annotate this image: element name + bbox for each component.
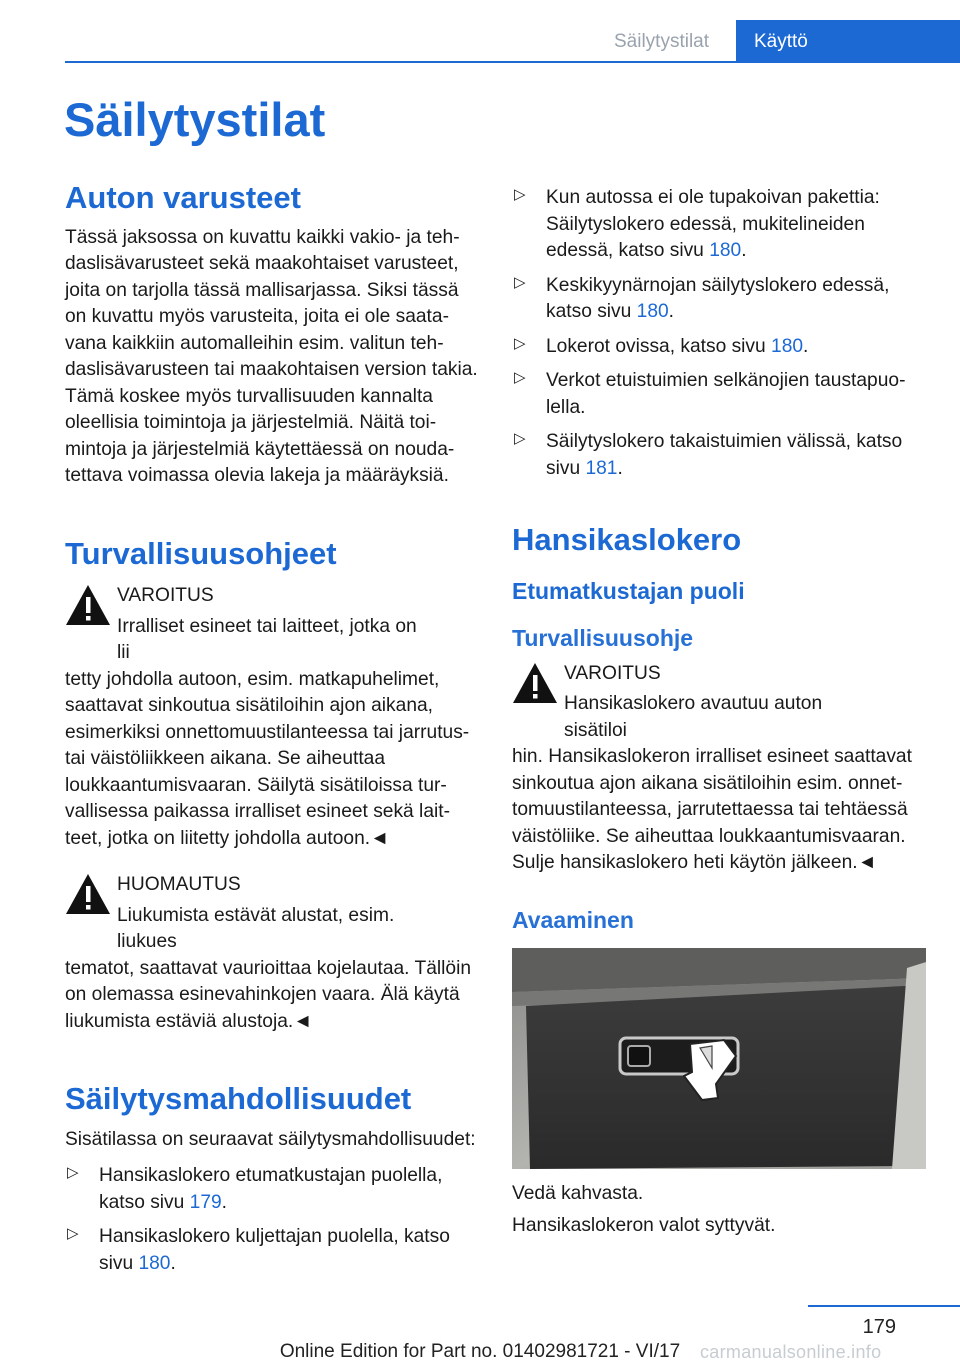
warning-block-glovebox: [512, 661, 926, 877]
heading-safety-notes: Turvallisuusohjeet: [65, 535, 337, 571]
list-item: ▷ Hansikaslokero etumatkustajan puolella, katso sivu 179.: [67, 1164, 443, 1213]
page-link[interactable]: 181: [585, 457, 618, 479]
left-column: [65, 180, 479, 1285]
page-title: Säilytystilat: [64, 93, 326, 146]
storage-list-left: [65, 1163, 479, 1277]
header-rule: [65, 61, 960, 63]
running-header: [587, 20, 960, 62]
warning-block-loose-items: [65, 583, 479, 852]
list-item: ▷ Hansikaslokero kuljettajan puolella, katso sivu 180.: [67, 1225, 450, 1274]
heading-storage-options: Säilytysmahdollisuudet: [65, 1081, 412, 1117]
page-link[interactable]: 180: [138, 1252, 171, 1274]
footer-rule: [808, 1305, 960, 1307]
heading-glovebox: Hansikaslokero: [512, 522, 742, 557]
list-item: ▷ Verkot etuistuimien selkänojien taustapuolella.: [514, 369, 906, 418]
page-link[interactable]: 180: [709, 240, 742, 261]
list-item: ▷ Keskikyynärnojan säilytyslokero edessä, katso sivu 180.: [514, 273, 890, 322]
heading-safety-note: Turvallisuusohje: [512, 625, 694, 652]
heading-vehicle-equipment: Auton varusteet: [65, 180, 301, 215]
instruction-pull-handle: Vedä kahvasta.: [512, 1183, 644, 1205]
edition-line: Online Edition for Part no. 01402981721 - VI/17: [279, 1341, 681, 1362]
warning-text-first-line: Irralliset esineet tai laitteet, jotka on lii: [117, 615, 417, 664]
notice-text-first-line: Liukumista estävät alustat, esim. liukues: [117, 904, 395, 953]
bullet-triangle-icon: ▷: [67, 1225, 79, 1243]
header-chapter-tab: Käyttö: [736, 20, 960, 62]
list-item: ▷ Kun autossa ei ole tupakoivan pakettia: Säilytyslokero edessä, mukitelineiden edessä, katso sivu 180.: [514, 186, 880, 261]
page-link[interactable]: 179: [189, 1191, 222, 1213]
instruction-lights-on: Hansikaslokeron valot syttyvät.: [512, 1214, 776, 1236]
warning-triangle-icon: [65, 872, 117, 928]
notice-label: HUOMAUTUS: [117, 874, 241, 896]
equipment-paragraph: Tässä jaksossa on kuvattu kaikki vakio- ja tehdaslisävarusteet sekä maakohtaiset varusteet, joita on tarjolla tässä mallisarjassa. Siksi tässä on kuvattu myös varusteita, joita ei ole saatavana kaikkiin automalleihin esim. valitun tehdaslisävarusteen tai maakohtaisen version takia. Tämä koskee myös turvallisuuden kannalta oleellisia toimintoja ja järjestelmiä. Näitä toimintoja ja järjestelmiä käytettäessä on noudatettava voimassa olevia lakeja ja määräyksiä.: [65, 226, 478, 487]
notice-text-body: tematot, saattavat vaurioittaa kojelautaa. Tällöin on olemassa esinevahinkojen vaara. Älä käytä liukumista estäviä alustoja.◄: [65, 957, 472, 1032]
storage-options-intro: Sisätilassa on seuraavat säilytysmahdollisuudet:: [65, 1128, 476, 1150]
glovebox-handle-photo: [512, 948, 926, 1169]
bullet-triangle-icon: ▷: [67, 1164, 79, 1182]
header-section-label: Säilytystilat: [613, 31, 710, 52]
warning-triangle-icon: [512, 661, 564, 717]
bullet-triangle-icon: ▷: [514, 430, 526, 447]
notice-block-antislip-mats: [65, 872, 479, 1035]
bullet-triangle-icon: ▷: [514, 334, 526, 352]
page-link[interactable]: 180: [771, 335, 804, 357]
bullet-triangle-icon: ▷: [514, 369, 526, 386]
storage-list-right: [512, 185, 926, 482]
heading-passenger-side: Etumatkustajan puoli: [512, 577, 745, 604]
warning-text-body: hin. Hansikaslokeron irralliset esineet saattavat sinkoutua ajon aikana sisätiloihin esim. onnettomuustilanteessa, jarrutettaessa tai tehtäessä väistöliike. Se aiheuttaa loukkaantumisvaaran. Sulje hansikaslokero heti käytön jälkeen.◄: [512, 746, 912, 874]
page-number: 179: [862, 1316, 896, 1338]
page-link[interactable]: 180: [636, 301, 669, 322]
watermark: carmanualsonline.info: [700, 1342, 882, 1362]
list-item: ▷ Säilytyslokero takaistuimien välissä, katso sivu 181.: [514, 430, 903, 479]
warning-text-first-line: Hansikaslokero avautuu auton sisätiloi: [564, 693, 823, 741]
heading-opening: Avaaminen: [512, 906, 634, 933]
list-item: ▷ Lokerot ovissa, katso sivu 180.: [514, 334, 809, 357]
warning-triangle-icon: [65, 583, 117, 639]
bullet-triangle-icon: ▷: [514, 186, 526, 203]
right-column: [512, 185, 926, 1239]
warning-text-body: tetty johdolla autoon, esim. matkapuhelimet, saattavat sinkoutua sisätiloihin ajon aikana, esimerkiksi onnettomuustilanteessa tai jarrutus- tai väistöliikkeen aikana. Se aiheuttaa loukkaantumisvaaran. Säilytä sisätiloissa turvallisessa paikassa irralliset esineet sekä laitteet, jotka on liitetty johdolla autoon.◄: [65, 668, 470, 849]
warning-label: VAROITUS: [564, 662, 661, 684]
bullet-triangle-icon: ▷: [514, 273, 526, 291]
warning-label: VAROITUS: [117, 585, 214, 607]
